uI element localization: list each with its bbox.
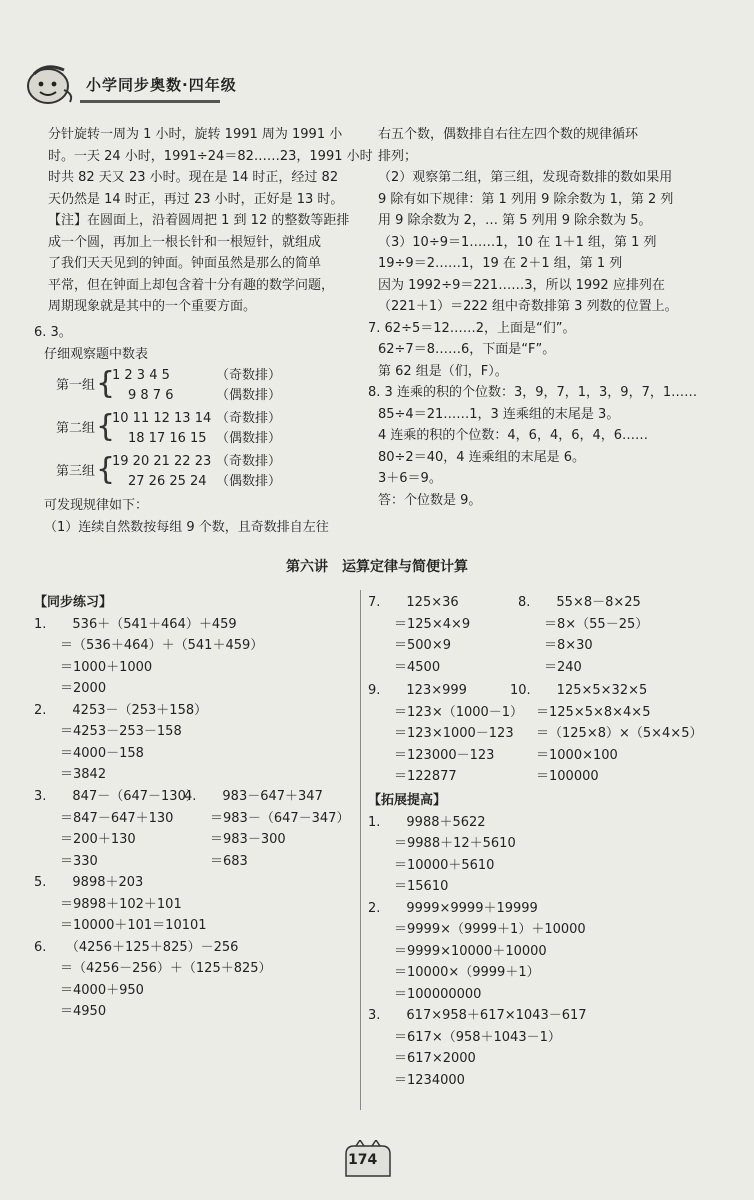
column-divider — [360, 590, 361, 1110]
calc-line: ＝617×（958＋1043－1） — [394, 1029, 561, 1045]
brace-icon: { — [96, 409, 116, 444]
text-line: 19÷9＝2……1，19 在 2＋1 组，第 1 列 — [378, 256, 623, 271]
calc-line: 4. 983－647＋347 — [184, 789, 323, 804]
odd-tag: （奇数排） — [216, 368, 282, 383]
text-line: 时共 82 天又 23 小时。现在是 14 时正，经过 82 — [48, 170, 339, 185]
text-line: 了我们天天见到的钟面。钟面虽然是那么的简单 — [48, 256, 322, 271]
calc-line: ＝15610 — [394, 879, 449, 894]
calc-line: ＝8×（55－25） — [544, 616, 649, 632]
text-line: 答：个位数是 9。 — [378, 492, 482, 508]
calc-line: ＝9898＋102＋101 — [60, 896, 182, 912]
text-line: 4 连乘的积的个位数：4，6，4，6，4，6…… — [378, 428, 649, 443]
calc-line: ＝983－300 — [210, 832, 286, 847]
questions-5-6 — [34, 872, 354, 1023]
calc-line: ＝122877 — [394, 769, 457, 784]
series-title: 小学同步奥数·四年级 — [86, 76, 237, 94]
calc-line: ＝4950 — [60, 1004, 107, 1019]
text-line: 右五个数，偶数排自右往左四个数的规律循环 — [378, 127, 639, 142]
calc-line: ＝683 — [210, 853, 248, 869]
calc-line: ＝4500 — [394, 659, 441, 675]
group-name: 第三组 — [56, 464, 96, 479]
answer-line: 8. 3 连乘的积的个位数：3，9，7，1，3，9，7，1…… — [368, 385, 698, 400]
odd-row: 10 11 12 13 14 — [112, 411, 212, 426]
brace-icon: { — [96, 452, 116, 487]
practice-section — [34, 592, 354, 786]
calc-line: ＝4000＋950 — [60, 982, 144, 998]
header-rule — [80, 100, 220, 103]
group-name: 第二组 — [56, 421, 96, 436]
group-row — [56, 451, 296, 489]
top-left-column — [48, 124, 373, 318]
calc-line: ＝617×2000 — [394, 1051, 476, 1066]
text-line: 仔细观察题中数表 — [44, 346, 149, 362]
text-line: 分针旋转一周为 1 小时，旋转 1991 周为 1991 小 — [48, 127, 343, 142]
calc-line: ＝123000－123 — [394, 747, 495, 763]
text-line: 排列； — [378, 148, 418, 164]
page-number-badge — [342, 1140, 394, 1180]
page-number: 174 — [348, 1152, 378, 1168]
extension-heading: 【拓展提高】 — [368, 793, 447, 808]
calc-line: ＝（125×8）×（5×4×5） — [536, 726, 703, 741]
calc-line: ＝100000000 — [394, 986, 482, 1002]
calc-line: 2. 9999×9999＋19999 — [368, 900, 538, 916]
calc-line: ＝2000 — [60, 681, 107, 696]
extension-section — [368, 790, 738, 1091]
calc-line: ＝330 — [60, 853, 98, 869]
question-8 — [518, 592, 738, 678]
calc-line: ＝1000＋1000 — [60, 659, 153, 675]
calc-line: ＝9988＋12＋5610 — [394, 836, 516, 851]
question-9 — [368, 680, 524, 788]
calc-line: ＝（536＋464）＋（541＋459） — [60, 638, 264, 653]
calc-line: ＝3842 — [60, 767, 107, 782]
text-line: 用 9 除余数为 2，… 第 5 列用 9 除余数为 5。 — [378, 213, 652, 228]
calc-line: ＝123×1000－123 — [394, 726, 514, 741]
calc-line: 5. 9898＋203 — [34, 875, 144, 890]
calc-line: ＝1234000 — [394, 1072, 465, 1088]
calc-line: 8. 55×8－8×25 — [518, 595, 641, 610]
calc-line: ＝200＋130 — [60, 832, 136, 847]
calc-line: ＝983－（647－347） — [210, 810, 350, 826]
group-name: 第一组 — [56, 378, 96, 393]
calc-line: 10. 125×5×32×5 — [510, 683, 648, 698]
calc-line: ＝500×9 — [394, 638, 451, 653]
calc-line: ＝125×5×8×4×5 — [536, 704, 651, 720]
even-row: 9 8 7 6 — [128, 388, 174, 403]
odd-tag: （奇数排） — [216, 454, 282, 469]
text-line: 80÷2＝40，4 连乘组的末尾是 6。 — [378, 449, 586, 465]
odd-tag: （奇数排） — [216, 411, 282, 426]
question-3 — [34, 786, 199, 872]
top-right-column — [368, 124, 738, 511]
question-7 — [368, 592, 518, 678]
calc-line: 9. 123×999 — [368, 683, 467, 698]
calc-line: ＝8×30 — [544, 638, 593, 653]
text-line: 因为 1992÷9＝221……3，所以 1992 应排列在 — [378, 277, 665, 293]
odd-row: 1 2 3 4 5 — [112, 368, 170, 383]
even-row: 18 17 16 15 — [128, 431, 207, 446]
text-line: 平常，但在钟面上却包含着十分有趣的数学问题， — [48, 277, 335, 293]
calc-line: ＝10000＋101＝10101 — [60, 918, 207, 933]
calc-line: 1. 9988＋5622 — [368, 814, 486, 830]
practice-heading: 【同步练习】 — [34, 595, 113, 610]
section-title: 第六讲 运算定律与简便计算 — [286, 559, 468, 575]
header — [20, 60, 740, 106]
text-line: 62÷7＝8……6，下面是“F”。 — [378, 342, 556, 357]
text-line: 85÷4＝21……1，3 连乘组的末尾是 3。 — [378, 406, 620, 422]
calc-line: ＝1000×100 — [536, 747, 618, 763]
answer-number: 6. 3。 — [34, 325, 72, 340]
calc-line: ＝9999×（9999＋1）＋10000 — [394, 922, 586, 937]
text-line: 成一个圆，再加上一根长针和一根短针，就组成 — [48, 234, 322, 250]
question-4 — [184, 786, 354, 872]
calc-line: ＝847－647＋130 — [60, 810, 174, 826]
number-table — [34, 365, 364, 495]
even-tag: （偶数排） — [216, 474, 282, 489]
calc-line: 6. （4256＋125＋825）－256 — [34, 939, 239, 955]
calc-line: ＝（4256－256）＋（125＋825） — [60, 961, 272, 976]
text-line: 周期现象就是其中的一个重要方面。 — [48, 299, 257, 314]
text-line: （2）观察第二组，第三组，发现奇数排的数如果用 — [378, 170, 673, 185]
calc-line: ＝123×（1000－1） — [394, 704, 524, 720]
text-line: （1）连续自然数按每组 9 个数，且奇数排自左往 — [44, 519, 329, 535]
mascot-logo-icon — [24, 60, 78, 106]
text-line: 时。一天 24 小时，1991÷24＝82……23，1991 小时 — [48, 148, 373, 164]
calc-line: ＝9999×10000＋10000 — [394, 943, 547, 959]
calc-line: ＝125×4×9 — [394, 616, 471, 632]
calc-line: 7. 125×36 — [368, 595, 459, 610]
text-line: 天仍然是 14 时正，再过 23 小时，正好是 13 时。 — [48, 191, 344, 207]
text-line: 可发现规律如下： — [44, 498, 149, 513]
calc-line: ＝4000－158 — [60, 745, 144, 761]
calc-line: 2. 4253－（253＋158） — [34, 702, 208, 718]
group-row — [56, 365, 296, 403]
calc-line: 1. 536＋（541＋464）＋459 — [34, 616, 237, 632]
group-row — [56, 408, 296, 446]
question-10 — [510, 680, 740, 788]
calc-line: ＝100000 — [536, 769, 599, 784]
calc-line: ＝240 — [544, 659, 582, 675]
text-line: 第 62 组是（们，F）。 — [378, 363, 508, 379]
calc-line: 3. 617×958＋617×1043－617 — [368, 1008, 587, 1023]
note-line: 【注】在圆面上，沿着圆周把 1 到 12 的整数等距排 — [48, 213, 350, 228]
answer-6 — [34, 322, 364, 538]
text-line: 3＋6＝9。 — [378, 471, 442, 486]
calc-line: ＝10000＋5610 — [394, 857, 495, 873]
odd-row: 19 20 21 22 23 — [112, 454, 212, 469]
text-line: （221＋1）＝222 组中奇数排第 3 列数的位置上。 — [378, 299, 678, 314]
text-line: 9 除有如下规律：第 1 列用 9 除余数为 1，第 2 列 — [378, 191, 674, 207]
even-tag: （偶数排） — [216, 431, 282, 446]
calc-line: ＝10000×（9999＋1） — [394, 965, 540, 980]
answer-line: 7. 62÷5＝12……2，上面是“们”。 — [368, 320, 576, 336]
calc-line: 3. 847－（647－130） — [34, 789, 199, 804]
even-row: 27 26 25 24 — [128, 474, 207, 489]
even-tag: （偶数排） — [216, 388, 282, 403]
text-line: （3）10÷9＝1……1，10 在 1＋1 组，第 1 列 — [378, 234, 657, 250]
calc-line: ＝4253－253－158 — [60, 724, 182, 739]
brace-icon: { — [96, 366, 116, 401]
